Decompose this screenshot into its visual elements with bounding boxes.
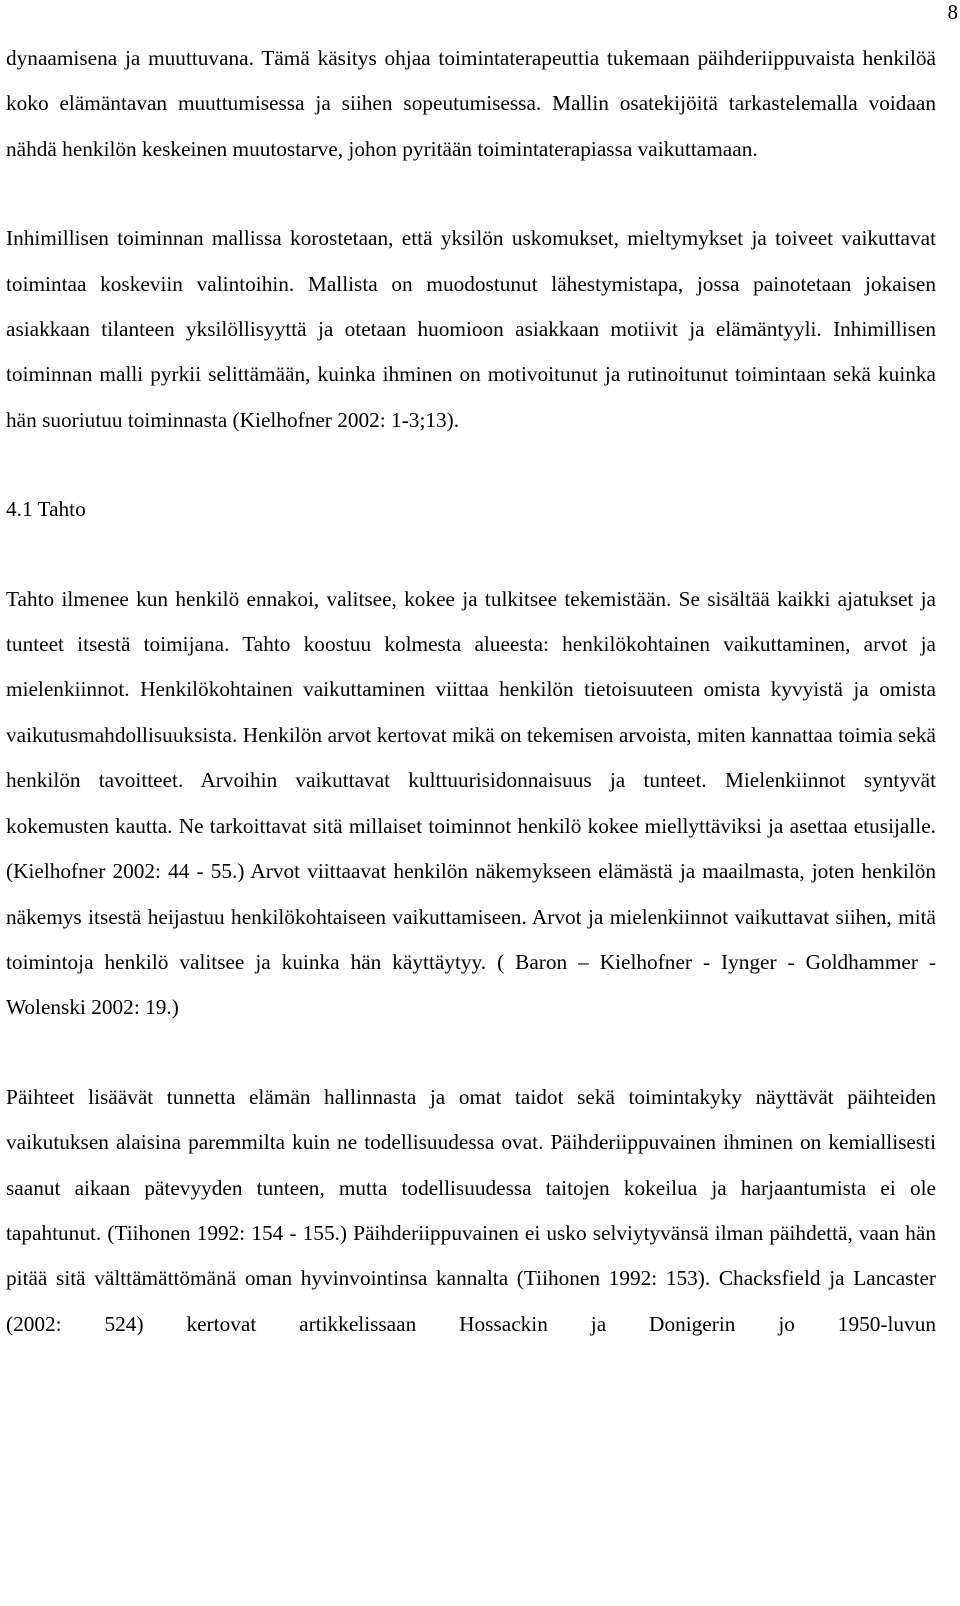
- document-body: [6, 36, 936, 1347]
- paragraph-substances: Päihteet lisäävät tunnetta elämän hallinnasta ja omat taidot sekä toimintakyky näyttävät päihteiden vaikutuksen alaisina paremmilta kuin ne todellisuudessa ovat. Päihderiippuvainen ihminen on kemiallisesti saanut aikaan pätevyyden tunteen, mutta todellisuudessa taitojen kokeilua ja harjaantumista ei ole tapahtunut. (Tiihonen 1992: 154 - 155.) Päihderiippuvainen ei usko selviytyvänsä ilman päihdettä, vaan hän pitää sitä välttämättömänä oman hyvinvointinsa kannalta (Tiihonen 1992: 153). Chacksfield ja Lancaster (2002: 524) kertovat artikkelissaan Hossackin ja Donigerin jo 1950-luvun: [6, 1084, 936, 1336]
- paragraph-model-of-human-occupation: Inhimillisen toiminnan mallissa korostetaan, että yksilön uskomukset, mieltymykset ja toiveet vaikuttavat toimintaa koskeviin valintoihin. Mallista on muodostunut lähestymistapa, jossa painotetaan jokaisen asiakkaan tilanteen yksilöllisyyttä ja otetaan huomioon asiakkaan motiivit ja elämäntyyli. Inhimillisen toiminnan malli pyrkii selittämään, kuinka ihminen on motivoitunut ja rutinoitunut toimintaan sekä kuinka hän suoriutuu toiminnasta (Kielhofner 2002: 1-3;13).: [6, 226, 936, 432]
- section-heading: 4.1 Tahto: [6, 497, 86, 522]
- page-number: 8: [947, 0, 958, 24]
- paragraph-continued: dynaamisena ja muuttuvana. Tämä käsitys ohjaa toimintaterapeuttia tukemaan päihderiippuvaista henkilöä koko elämäntavan muuttumisessa ja siihen sopeutumisessa. Mallin osatekijöitä tarkastelemalla voidaan nähdä henkilön keskeinen muutostarve, johon pyritään toimintaterapiassa vaikuttamaan.: [6, 46, 936, 161]
- paragraph-volition: Tahto ilmenee kun henkilö ennakoi, valitsee, kokee ja tulkitsee tekemistään. Se sisältää kaikki ajatukset ja tunteet itsestä toimijana. Tahto koostuu kolmesta alueesta: henkilökohtainen vaikuttaminen, arvot ja mielenkiinnot. Henkilökohtainen vaikuttaminen viittaa henkilön tietoisuuteen omista kyvyistä ja omista vaikutusmahdollisuuksista. Henkilön arvot kertovat mikä on tekemisen arvoista, miten kannattaa toimia sekä henkilön tavoitteet. Arvoihin vaikuttavat kulttuurisidonnaisuus ja tunteet. Mielenkiinnot syntyvät kokemusten kautta. Ne tarkoittavat sitä millaiset toiminnot henkilö kokee miellyttäviksi ja asettaa etusijalle. (Kielhofner 2002: 44 - 55.) Arvot viittaavat henkilön näkemykseen elämästä ja maailmasta, joten henkilön näkemys itsestä heijastuu henkilökohtaiseen vaikuttamiseen. Arvot ja mielenkiinnot vaikuttavat siihen, mitä toimintoja henkilö valitsee ja kuinka hän käyttäytyy. ( Baron – Kielhofner - Iynger - Goldhammer - Wolenski 2002: 19.): [6, 586, 936, 1020]
